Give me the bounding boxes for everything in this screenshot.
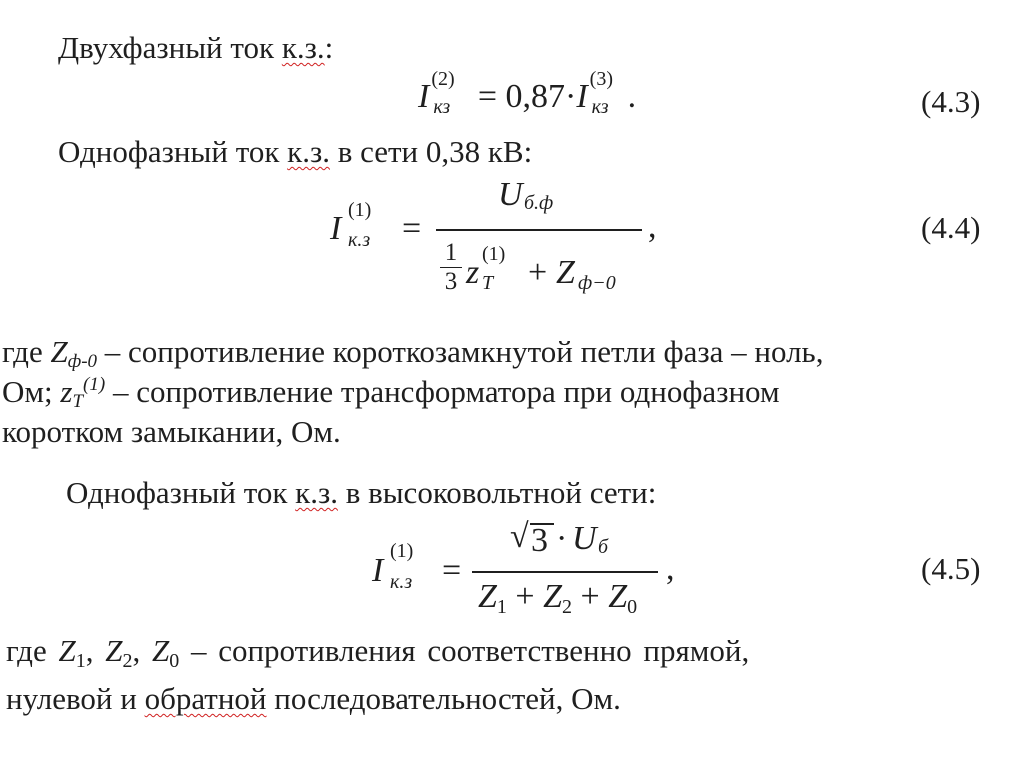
eq44-fraction-line	[436, 229, 642, 231]
heading-two-phase	[58, 30, 333, 66]
heading-text-b: в сети 0,38 кВ:	[329, 134, 533, 169]
eq43-rhs-sub: кз	[591, 96, 609, 118]
eq43-lhs-sup: (2)	[431, 68, 455, 90]
expl-text: Ом;	[2, 374, 61, 409]
expl-text: последовательностей, Ом.	[266, 681, 621, 716]
eq44-den-one-third	[440, 240, 462, 295]
heading-abbrev: к.з.	[287, 134, 330, 169]
eq44-den-z: z	[466, 254, 480, 291]
eq45-num-dot: ·	[556, 520, 568, 557]
expl-comma: ,	[132, 633, 141, 668]
eq44-den-frac-num: 1	[444, 239, 458, 266]
eq43-dot: ·	[565, 78, 577, 115]
expl-z2-sub: 2	[122, 650, 133, 672]
eq45-lhs-sub: к.з	[390, 571, 413, 593]
eq45-equals: =	[442, 552, 462, 589]
explanation-2-line-1	[6, 633, 749, 673]
eq45-denominator	[478, 578, 637, 616]
eq45-den-z0-sub: 0	[627, 596, 638, 618]
expl-text: где	[2, 334, 51, 369]
eq45-num-sub: б	[598, 536, 609, 558]
eq44-den-Z-sub: ф−0	[578, 272, 616, 294]
eq45-fraction-line	[472, 571, 658, 573]
eq44-num-symbol: U	[498, 176, 523, 213]
eq44-num-sub: б.ф	[524, 192, 554, 214]
expl-symbol-zf0-sub: ф-0	[67, 351, 98, 372]
eq44-den-plus: +	[528, 254, 548, 291]
heading-colon: :	[324, 30, 334, 65]
eq44-den-Z: Z	[556, 254, 575, 291]
eq44-equals: =	[402, 210, 422, 247]
eq43-rhs-sup: (3)	[589, 68, 613, 90]
eq44-lhs-sub: к.з	[348, 229, 371, 251]
heading-abbrev: к.з.	[295, 475, 338, 510]
eq43-rhs-scripts	[588, 68, 628, 118]
expl-word-underlined: обратной	[144, 681, 267, 716]
heading-text-a: Однофазный ток	[58, 134, 288, 169]
expl-symbol-zt: z	[60, 374, 73, 409]
heading-abbrev: к.з.	[281, 30, 325, 65]
heading-text: Двухфазный ток	[58, 30, 282, 65]
expl-z1: Z	[58, 633, 76, 668]
expl-text: – сопротивления соответственно прямой,	[179, 633, 750, 668]
expl-z0: Z	[151, 633, 170, 668]
eq45-end: ,	[666, 550, 675, 587]
eq43-coef: 0,87	[505, 78, 566, 115]
eq45-den-plus2: +	[580, 578, 600, 615]
expl-z0-sub: 0	[169, 650, 180, 672]
eq43-rhs-symbol: I	[576, 78, 588, 115]
eq-number-4-4: (4.4)	[921, 210, 981, 245]
eq43-equals: =	[477, 78, 498, 115]
expl-z2: Z	[105, 633, 123, 668]
expl-z1-sub: 1	[75, 650, 86, 672]
expl-text: где	[6, 633, 59, 668]
explanation-1-line-2	[2, 374, 780, 415]
explanation-2-line-2	[6, 681, 621, 717]
expl-symbol-zf0: Z	[50, 334, 68, 369]
eq45-den-z0: Z	[608, 578, 628, 615]
heading-one-phase-hv	[66, 475, 656, 511]
eq45-num-radicand: 3	[531, 522, 548, 559]
heading-one-phase-lv	[58, 134, 532, 170]
eq44-den-frac-den: 3	[444, 268, 458, 296]
expl-text: нулевой и	[6, 681, 145, 716]
eq43-lhs-scripts	[429, 68, 469, 118]
eq43-lhs-symbol: I	[418, 78, 430, 115]
expl-text: – сопротивление короткозамкнутой петли фаза – ноль,	[97, 334, 824, 369]
equation-4-3	[418, 68, 637, 118]
eq45-den-z1-sub: 1	[496, 596, 507, 618]
eq45-den-z2-sub: 2	[562, 596, 573, 618]
expl-symbol-zt-sup: (1)	[83, 374, 106, 395]
explanation-1-line-3: коротком замыкании, Ом.	[2, 414, 341, 449]
eq-number-4-5: (4.5)	[921, 551, 981, 586]
expl-comma: ,	[85, 633, 94, 668]
eq44-lhs-sup: (1)	[348, 199, 372, 221]
eq45-den-z1: Z	[478, 578, 497, 615]
eq-number-4-3: (4.3)	[921, 84, 981, 119]
expl-text: – сопротивление трансформатора при однофазном	[105, 374, 780, 409]
eq44-lhs-symbol: I	[330, 210, 342, 247]
heading-text-b: в высоковольтной сети:	[337, 475, 657, 510]
heading-text-a: Однофазный ток	[66, 475, 296, 510]
eq44-den-z-sub: T	[482, 272, 494, 294]
expl-symbol-zt-sub: T	[72, 391, 84, 412]
eq45-lhs-sup: (1)	[390, 540, 414, 562]
eq44-den-z-sup: (1)	[482, 243, 506, 265]
eq45-lhs-symbol: I	[372, 552, 384, 589]
eq44-end: ,	[648, 208, 657, 245]
eq45-num-symbol: U	[572, 520, 597, 557]
eq45-num-sqrt: √	[510, 518, 529, 555]
eq45-den-z2: Z	[543, 578, 563, 615]
explanation-1-line-1	[2, 334, 823, 375]
eq45-den-plus1: +	[515, 578, 535, 615]
eq43-lhs-sub: кз	[433, 96, 451, 118]
eq43-end: .	[627, 78, 637, 115]
